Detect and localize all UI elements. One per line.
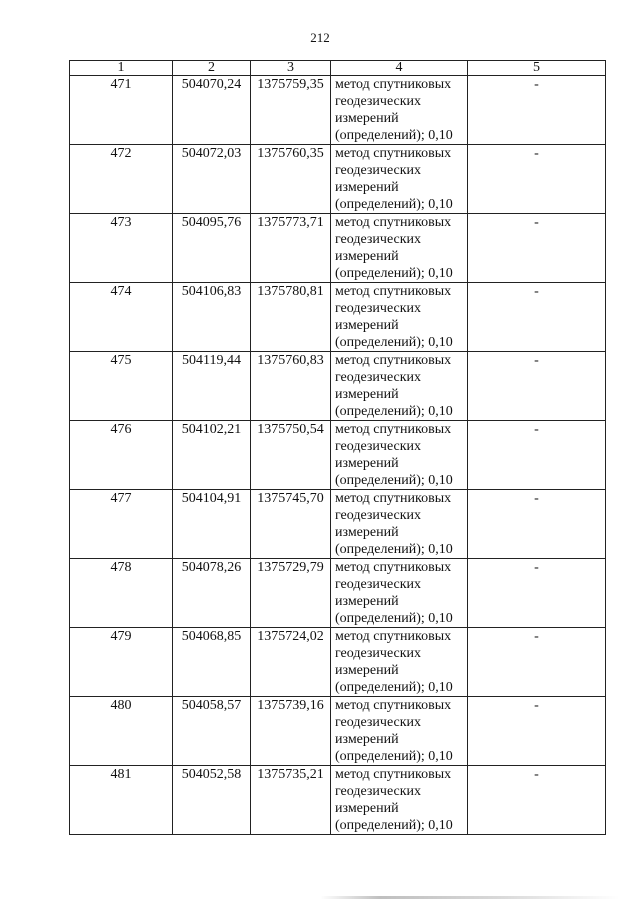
method-cell: метод спутниковых геодезических измерений (определений); 0,10 <box>331 76 468 145</box>
y-coordinate-cell: 1375729,79 <box>251 559 331 628</box>
column-header-3: 3 <box>251 61 331 76</box>
y-coordinate-cell: 1375750,54 <box>251 421 331 490</box>
method-cell: метод спутниковых геодезических измерений (определений); 0,10 <box>331 214 468 283</box>
note-cell: - <box>468 421 606 490</box>
point-number-cell: 481 <box>70 766 173 835</box>
point-number-cell: 473 <box>70 214 173 283</box>
y-coordinate-cell: 1375759,35 <box>251 76 331 145</box>
method-cell: метод спутниковых геодезических измерений (определений); 0,10 <box>331 421 468 490</box>
y-coordinate-cell: 1375760,35 <box>251 145 331 214</box>
table-row <box>70 352 606 421</box>
y-coordinate-cell: 1375780,81 <box>251 283 331 352</box>
note-cell: - <box>468 490 606 559</box>
method-cell: метод спутниковых геодезических измерений (определений); 0,10 <box>331 697 468 766</box>
point-number-cell: 474 <box>70 283 173 352</box>
column-header-5: 5 <box>468 61 606 76</box>
note-cell: - <box>468 214 606 283</box>
table-header-row <box>70 61 606 76</box>
y-coordinate-cell: 1375745,70 <box>251 490 331 559</box>
point-number-cell: 472 <box>70 145 173 214</box>
x-coordinate-cell: 504070,24 <box>173 76 251 145</box>
table-row <box>70 421 606 490</box>
table-row <box>70 766 606 835</box>
y-coordinate-cell: 1375773,71 <box>251 214 331 283</box>
method-cell: метод спутниковых геодезических измерений (определений); 0,10 <box>331 766 468 835</box>
x-coordinate-cell: 504052,58 <box>173 766 251 835</box>
note-cell: - <box>468 697 606 766</box>
x-coordinate-cell: 504106,83 <box>173 283 251 352</box>
table-row <box>70 697 606 766</box>
x-coordinate-cell: 504104,91 <box>173 490 251 559</box>
table-row <box>70 559 606 628</box>
table-row <box>70 628 606 697</box>
x-coordinate-cell: 504072,03 <box>173 145 251 214</box>
table-row <box>70 76 606 145</box>
point-number-cell: 480 <box>70 697 173 766</box>
column-header-2: 2 <box>173 61 251 76</box>
method-cell: метод спутниковых геодезических измерений (определений); 0,10 <box>331 490 468 559</box>
x-coordinate-cell: 504119,44 <box>173 352 251 421</box>
note-cell: - <box>468 766 606 835</box>
method-cell: метод спутниковых геодезических измерений (определений); 0,10 <box>331 145 468 214</box>
y-coordinate-cell: 1375735,21 <box>251 766 331 835</box>
coordinates-table <box>69 60 606 835</box>
column-header-1: 1 <box>70 61 173 76</box>
point-number-cell: 477 <box>70 490 173 559</box>
table-row <box>70 283 606 352</box>
page-number: 212 <box>310 30 330 45</box>
note-cell: - <box>468 628 606 697</box>
point-number-cell: 471 <box>70 76 173 145</box>
method-cell: метод спутниковых геодезических измерений (определений); 0,10 <box>331 352 468 421</box>
point-number-cell: 476 <box>70 421 173 490</box>
point-number-cell: 478 <box>70 559 173 628</box>
method-cell: метод спутниковых геодезических измерений (определений); 0,10 <box>331 628 468 697</box>
note-cell: - <box>468 559 606 628</box>
x-coordinate-cell: 504078,26 <box>173 559 251 628</box>
y-coordinate-cell: 1375760,83 <box>251 352 331 421</box>
point-number-cell: 479 <box>70 628 173 697</box>
table-row <box>70 145 606 214</box>
column-header-4: 4 <box>331 61 468 76</box>
table-row <box>70 490 606 559</box>
note-cell: - <box>468 283 606 352</box>
x-coordinate-cell: 504102,21 <box>173 421 251 490</box>
y-coordinate-cell: 1375724,02 <box>251 628 331 697</box>
note-cell: - <box>468 76 606 145</box>
method-cell: метод спутниковых геодезических измерений (определений); 0,10 <box>331 283 468 352</box>
point-number-cell: 475 <box>70 352 173 421</box>
method-cell: метод спутниковых геодезических измерений (определений); 0,10 <box>331 559 468 628</box>
note-cell: - <box>468 352 606 421</box>
note-cell: - <box>468 145 606 214</box>
y-coordinate-cell: 1375739,16 <box>251 697 331 766</box>
x-coordinate-cell: 504058,57 <box>173 697 251 766</box>
x-coordinate-cell: 504068,85 <box>173 628 251 697</box>
bottom-scan-artifact <box>320 896 620 899</box>
table-body <box>70 76 606 835</box>
x-coordinate-cell: 504095,76 <box>173 214 251 283</box>
table-row <box>70 214 606 283</box>
